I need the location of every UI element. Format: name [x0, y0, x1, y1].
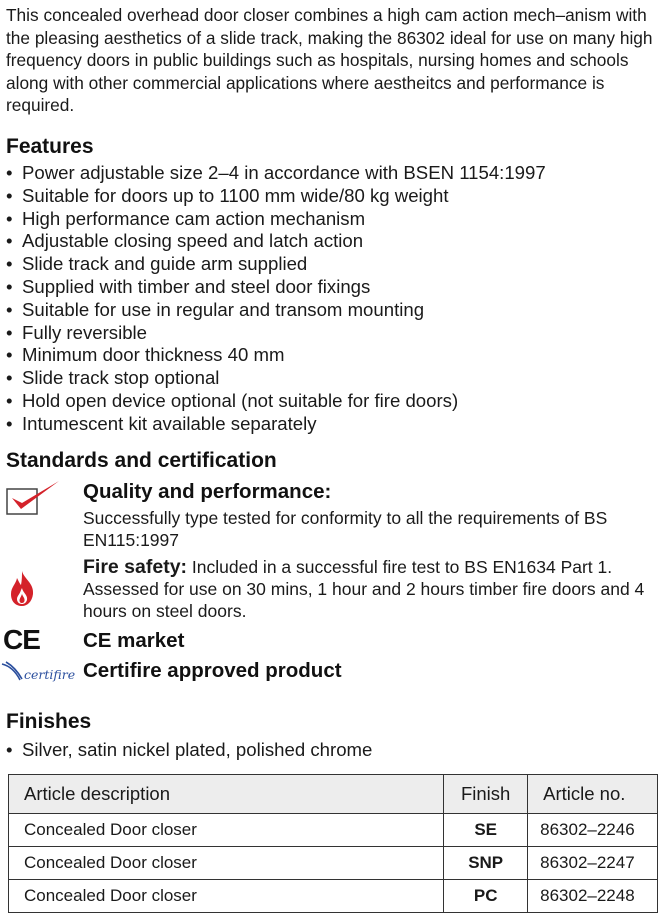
- table-cell: 86302–2248: [528, 880, 658, 913]
- standards-heading: Standards and certification: [6, 449, 277, 472]
- table-cell: Concealed Door closer: [9, 847, 444, 880]
- table-row: [9, 847, 658, 880]
- table-cell: 86302–2246: [528, 814, 658, 847]
- list-item: • Supplied with timber and steel door fixings: [6, 275, 371, 297]
- finishes-heading: Finishes: [6, 710, 92, 733]
- quality-title: Quality and performance:: [83, 480, 332, 503]
- intro-paragraph: This concealed overhead door closer combines a high cam action mech–anism with the pleasing aesthetics of a slide track, making the 86302 ideal for use on many high frequency doors in public buildings such as hospitals, nursing homes and schools along with other commercial applications where aestheitcs and performance is required.: [6, 5, 653, 115]
- table-cell: Concealed Door closer: [9, 814, 444, 847]
- features-heading: Features: [6, 135, 94, 158]
- list-item: • Suitable for use in regular and transom mounting: [6, 298, 425, 320]
- list-item: • Silver, satin nickel plated, polished chrome: [6, 739, 373, 760]
- list-item: • Fully reversible: [6, 321, 148, 343]
- flame-icon: [8, 569, 36, 607]
- table-cell: Concealed Door closer: [9, 880, 444, 913]
- list-item: • Slide track stop optional: [6, 367, 220, 389]
- quality-text: Successfully type tested for conformity to all the requirements of BS EN115:1997: [83, 508, 608, 550]
- table-cell: PC: [444, 880, 528, 913]
- svg-text:certifire: certifire: [24, 667, 76, 682]
- ce-title: CE market: [83, 629, 185, 652]
- column-header: Article no.: [528, 775, 658, 814]
- fire-safety-title: Fire safety:: [83, 556, 188, 578]
- table-cell: SNP: [444, 847, 528, 880]
- features-list: [6, 162, 658, 436]
- list-item: • Slide track and guide arm supplied: [6, 253, 308, 275]
- table-header-row: [9, 775, 658, 814]
- column-header: Article description: [9, 775, 444, 814]
- table-row: [9, 814, 658, 847]
- column-header: Finish: [444, 775, 528, 814]
- checkmark-icon: [5, 479, 61, 517]
- list-item: • Suitable for doors up to 1100 mm wide/80 kg weight: [6, 184, 449, 206]
- list-item: • Adjustable closing speed and latch action: [6, 230, 364, 252]
- ce-logo-icon: CE: [3, 624, 40, 655]
- list-item: • Hold open device optional (not suitable for fire doors): [6, 389, 459, 411]
- list-item: • Intumescent kit available separately: [6, 412, 317, 434]
- certifire-logo-icon: [0, 658, 76, 684]
- fire-safety-text: Fire safety: Included in a successful fire test to BS EN1634 Part 1. Assessed for use on 30 mins, 1 hour and 2 hours timber fire doors and 4 hours on steel doors.: [83, 556, 645, 621]
- table-cell: SE: [444, 814, 528, 847]
- certifire-title: Certifire approved product: [83, 659, 342, 682]
- table-row: [9, 880, 658, 913]
- article-table: [8, 774, 658, 913]
- table-cell: 86302–2247: [528, 847, 658, 880]
- list-item: • High performance cam action mechanism: [6, 207, 366, 229]
- list-item: • Minimum door thickness 40 mm: [6, 344, 285, 366]
- list-item: • Power adjustable size 2–4 in accordance with BSEN 1154:1997: [6, 162, 546, 183]
